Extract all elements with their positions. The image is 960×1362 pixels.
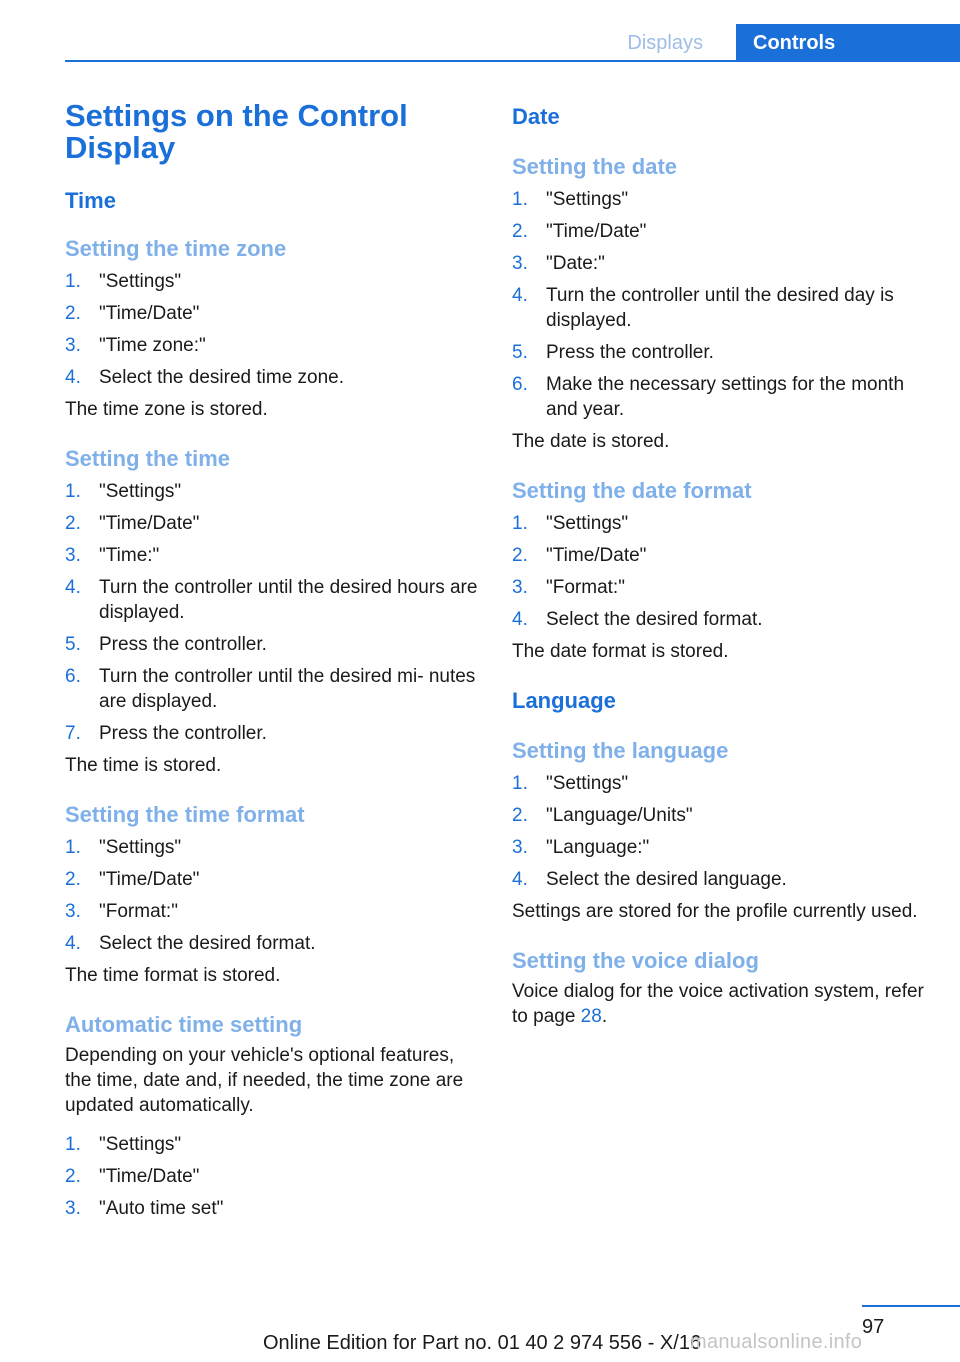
list-item: [65, 543, 485, 568]
step-number: 1.: [65, 481, 81, 502]
right-column: [512, 100, 932, 1029]
list-item: [65, 664, 485, 714]
footer-rule: [862, 1305, 960, 1307]
step-number: 2.: [65, 513, 81, 534]
step-number: 5.: [65, 634, 81, 655]
date-heading: Date: [512, 104, 560, 129]
step-text: "Time zone:": [99, 335, 206, 356]
list-item: [512, 543, 932, 568]
date-format-steps: [512, 511, 932, 632]
date-format-result: The date format is stored.: [512, 641, 729, 662]
time-steps: [65, 479, 485, 746]
step-number: 1.: [512, 189, 528, 210]
date-result: The date is stored.: [512, 431, 670, 452]
step-number: 6.: [512, 374, 528, 395]
step-number: 3.: [65, 901, 81, 922]
header-tab-controls: Controls: [736, 24, 960, 62]
auto-time-steps: [65, 1132, 485, 1221]
list-item: [512, 803, 932, 828]
left-column: [65, 100, 485, 1228]
step-text: "Settings": [546, 513, 629, 534]
step-text: Press the controller.: [99, 634, 267, 655]
step-number: 1.: [65, 837, 81, 858]
list-item: [512, 219, 932, 244]
step-number: 4.: [65, 367, 81, 388]
step-text: "Settings": [99, 481, 182, 502]
edition-text: Online Edition for Part no. 01 40 2 974 556 - X/16: [263, 1332, 702, 1354]
date-setting-heading: Setting the date: [512, 154, 678, 179]
step-text: "Time/Date": [99, 303, 200, 324]
voice-dialog-heading: Setting the voice dialog: [512, 948, 759, 973]
step-text: Make the necessary settings for the month and year.: [546, 374, 905, 420]
step-number: 3.: [65, 545, 81, 566]
voice-dialog-text: [512, 979, 932, 1029]
list-item: [65, 333, 485, 358]
step-number: 2.: [65, 303, 81, 324]
step-text: "Time/Date": [99, 869, 200, 890]
list-item: [512, 511, 932, 536]
date-format-heading: Setting the date format: [512, 478, 752, 503]
step-text: "Format:": [99, 901, 178, 922]
list-item: [65, 867, 485, 892]
step-text: "Time/Date": [99, 513, 200, 534]
list-item: [512, 251, 932, 276]
step-number: 4.: [512, 609, 528, 630]
step-text: "Language:": [546, 837, 650, 858]
step-number: 3.: [65, 335, 81, 356]
step-text: "Time/Date": [99, 1166, 200, 1187]
step-text: "Settings": [546, 773, 629, 794]
time-zone-result: The time zone is stored.: [65, 399, 268, 420]
date-steps: [512, 187, 932, 422]
voice-dialog-text-after: .: [601, 1006, 608, 1027]
step-text: "Settings": [99, 271, 182, 292]
list-item: [65, 479, 485, 504]
list-item: [65, 1164, 485, 1189]
step-text: Select the desired format.: [99, 933, 316, 954]
step-number: 2.: [512, 805, 528, 826]
list-item: [512, 867, 932, 892]
time-result: The time is stored.: [65, 755, 222, 776]
list-item: [65, 1132, 485, 1157]
step-text: "Format:": [546, 577, 625, 598]
auto-time-heading: Automatic time setting: [65, 1012, 303, 1037]
step-number: 1.: [512, 773, 528, 794]
voice-dialog-text-before: Voice dialog for the voice activation system, refer to page: [512, 981, 924, 1027]
step-number: 4.: [512, 869, 528, 890]
step-text: Select the desired format.: [546, 609, 763, 630]
list-item: [65, 899, 485, 924]
list-item: [512, 340, 932, 365]
step-text: Turn the controller until the desired hours are displayed.: [99, 577, 478, 623]
step-text: "Settings": [546, 189, 629, 210]
watermark: manualsonline.info: [690, 1331, 863, 1353]
list-item: [512, 372, 932, 422]
time-heading: Time: [65, 188, 116, 213]
page-number: 97: [862, 1316, 885, 1338]
list-item: [65, 365, 485, 390]
language-steps: [512, 771, 932, 892]
list-item: [65, 632, 485, 657]
time-zone-steps: [65, 269, 485, 390]
list-item: [512, 835, 932, 860]
step-text: "Settings": [99, 1134, 182, 1155]
language-heading: Language: [512, 688, 616, 713]
step-number: 1.: [65, 271, 81, 292]
list-item: [65, 301, 485, 326]
time-format-result: The time format is stored.: [65, 965, 281, 986]
step-text: "Settings": [99, 837, 182, 858]
list-item: [512, 575, 932, 600]
list-item: [65, 721, 485, 746]
step-text: "Time/Date": [546, 545, 647, 566]
step-text: Select the desired language.: [546, 869, 787, 890]
step-number: 2.: [512, 545, 528, 566]
list-item: [512, 283, 932, 333]
list-item: [512, 187, 932, 212]
step-text: "Date:": [546, 253, 605, 274]
time-zone-heading: Setting the time zone: [65, 236, 287, 261]
page-title: Settings on the Control Display: [65, 98, 408, 165]
step-number: 1.: [65, 1134, 81, 1155]
step-text: Press the controller.: [546, 342, 714, 363]
step-number: 7.: [65, 723, 81, 744]
list-item: [65, 835, 485, 860]
list-item: [65, 511, 485, 536]
list-item: [512, 607, 932, 632]
list-item: [65, 269, 485, 294]
step-number: 4.: [512, 285, 528, 306]
auto-time-intro: Depending on your vehicle's optional features, the time, date and, if needed, the time zone are updated automatically.: [65, 1045, 464, 1116]
list-item: [512, 771, 932, 796]
list-item: [65, 931, 485, 956]
step-number: 6.: [65, 666, 81, 687]
time-format-steps: [65, 835, 485, 956]
step-text: Select the desired time zone.: [99, 367, 345, 388]
step-text: Turn the controller until the desired mi‐ nutes are displayed.: [99, 666, 476, 712]
step-number: 2.: [512, 221, 528, 242]
time-heading-setting: Setting the time: [65, 446, 231, 471]
list-item: [65, 575, 485, 625]
step-text: Press the controller.: [99, 723, 267, 744]
step-text: Turn the controller until the desired day is displayed.: [546, 285, 894, 331]
header-tab-displays: Displays: [627, 32, 703, 54]
step-number: 2.: [65, 1166, 81, 1187]
header-rule: [65, 60, 960, 62]
step-text: "Time:": [99, 545, 160, 566]
step-number: 1.: [512, 513, 528, 534]
step-number: 4.: [65, 577, 81, 598]
step-number: 3.: [512, 577, 528, 598]
step-text: "Time/Date": [546, 221, 647, 242]
language-setting-heading: Setting the language: [512, 738, 729, 763]
step-text: "Auto time set": [99, 1198, 224, 1219]
step-number: 2.: [65, 869, 81, 890]
time-format-heading: Setting the time format: [65, 802, 305, 827]
step-text: "Language/Units": [546, 805, 693, 826]
language-result: Settings are stored for the profile currently used.: [512, 901, 918, 922]
step-number: 4.: [65, 933, 81, 954]
list-item: [65, 1196, 485, 1221]
page-28-link[interactable]: 28: [580, 1006, 602, 1027]
step-number: 3.: [512, 837, 528, 858]
step-number: 5.: [512, 342, 528, 363]
page-header: [0, 0, 960, 62]
step-number: 3.: [65, 1198, 81, 1219]
step-number: 3.: [512, 253, 528, 274]
